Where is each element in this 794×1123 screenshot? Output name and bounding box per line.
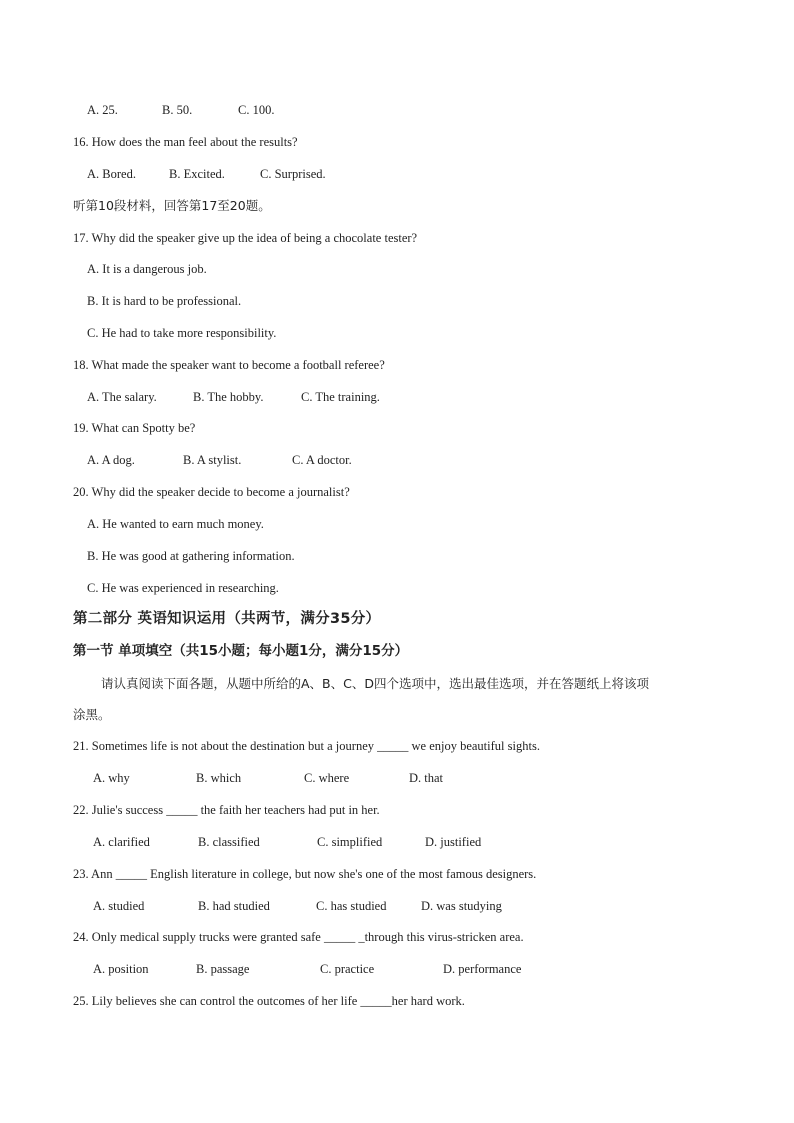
q21-option-a: A. why xyxy=(93,771,130,785)
q16-option-c: C. Surprised. xyxy=(260,167,326,181)
q18-option-a: A. The salary. xyxy=(87,390,157,404)
q22-option-a: A. clarified xyxy=(93,835,150,849)
q23-stem: 23. Ann _____ English literature in college, but now she's one of the most famous designers. xyxy=(73,867,537,881)
q17-option-b: B. It is hard to be professional. xyxy=(87,294,242,308)
q17-option-c: C. He had to take more responsibility. xyxy=(87,326,277,340)
part2-heading: 第二部分 英语知识运用（共两节，满分35分） xyxy=(73,611,381,627)
q19-option-c: C. A doctor. xyxy=(292,453,352,467)
q22-option-c: C. simplified xyxy=(317,835,383,849)
q24-option-b: B. passage xyxy=(196,962,250,976)
q16-option-a: A. Bored. xyxy=(87,167,136,181)
instruction-line-2: 涂黑。 xyxy=(73,707,111,722)
q18-option-c: C. The training. xyxy=(301,390,380,404)
q21-option-d: D. that xyxy=(409,771,444,785)
q23-option-d: D. was studying xyxy=(421,899,502,913)
q18-stem: 18. What made the speaker want to become a football referee? xyxy=(73,358,385,372)
q17-option-a: A. It is a dangerous job. xyxy=(87,262,207,276)
q20-option-c: C. He was experienced in researching. xyxy=(87,581,279,595)
section-10-intro: 听第10段材料，回答第17至20题。 xyxy=(73,198,271,213)
q18-option-b: B. The hobby. xyxy=(193,390,264,404)
q19-stem: 19. What can Spotty be? xyxy=(73,421,196,435)
q22-option-d: D. justified xyxy=(425,835,482,849)
q23-option-b: B. had studied xyxy=(198,899,270,913)
q22-option-b: B. classified xyxy=(198,835,260,849)
q21-option-b: B. which xyxy=(196,771,242,785)
q24-option-a: A. position xyxy=(93,962,149,976)
q16-option-b: B. Excited. xyxy=(169,167,225,181)
q21-option-c: C. where xyxy=(304,771,350,785)
q25-stem: 25. Lily believes she can control the outcomes of her life _____her hard work. xyxy=(73,994,465,1008)
q24-stem: 24. Only medical supply trucks were granted safe _____ _through this virus-stricken area. xyxy=(73,930,524,944)
q24-option-c: C. practice xyxy=(320,962,375,976)
section1-heading: 第一节 单项填空（共15小题；每小题1分，满分15分） xyxy=(73,643,409,659)
q22-stem: 22. Julie's success _____ the faith her teachers had put in her. xyxy=(73,803,380,817)
q24-option-d: D. performance xyxy=(443,962,522,976)
q23-option-a: A. studied xyxy=(93,899,145,913)
q19-option-a: A. A dog. xyxy=(87,453,135,467)
q17-stem: 17. Why did the speaker give up the idea of being a chocolate tester? xyxy=(73,231,418,245)
q15-option-c: C. 100. xyxy=(238,103,275,117)
q16-stem: 16. How does the man feel about the results? xyxy=(73,135,298,149)
q20-option-a: A. He wanted to earn much money. xyxy=(87,517,264,531)
q23-option-c: C. has studied xyxy=(316,899,387,913)
q15-option-b: B. 50. xyxy=(162,103,193,117)
q20-option-b: B. He was good at gathering information. xyxy=(87,549,295,563)
q21-stem: 21. Sometimes life is not about the destination but a journey _____ we enjoy beautiful sights. xyxy=(73,739,540,753)
instruction-line-1: 请认真阅读下面各题，从题中所给的A、B、C、D四个选项中，选出最佳选项，并在答题纸上将该项 xyxy=(101,676,649,691)
q20-stem: 20. Why did the speaker decide to become a journalist? xyxy=(73,485,350,499)
q19-option-b: B. A stylist. xyxy=(183,453,242,467)
q15-option-a: A. 25. xyxy=(87,103,118,117)
